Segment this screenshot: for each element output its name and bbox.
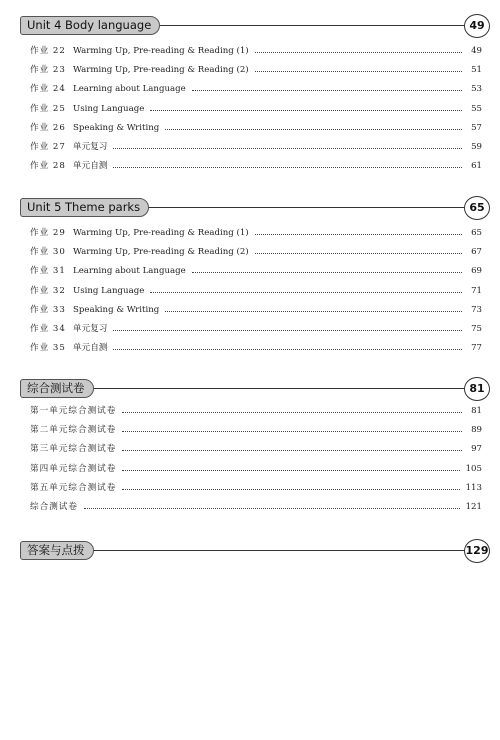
entry-page-number: 121 — [465, 502, 482, 512]
dot-leader — [113, 148, 462, 149]
toc-entry — [30, 81, 482, 97]
entry-page-number: 81 — [471, 406, 482, 416]
toc-entry — [30, 480, 482, 496]
entry-title: Learning about Language — [73, 84, 186, 95]
entry-number: 作业 22 — [30, 46, 66, 56]
entry-page-number: 113 — [465, 482, 482, 493]
header-rule — [92, 550, 466, 551]
entry-page-number: 69 — [471, 266, 482, 277]
entry-title: 第五单元综合测试卷 — [30, 482, 117, 493]
entry-page-number: 51 — [471, 65, 482, 76]
section-header — [0, 539, 500, 565]
entry-page-number: 75 — [471, 324, 482, 334]
dot-leader — [150, 110, 462, 111]
dot-leader — [165, 129, 462, 130]
dot-leader — [192, 272, 462, 273]
entry-page-number: 97 — [471, 444, 482, 455]
dot-leader — [122, 489, 459, 490]
entry-title: 单元自测 — [73, 161, 108, 172]
entry-title: 单元复习 — [73, 142, 108, 152]
dot-leader — [113, 349, 462, 350]
dot-leader — [255, 52, 462, 53]
entry-title: Speaking & Writing — [73, 304, 160, 315]
entry-number: 作业 31 — [30, 266, 66, 277]
entry-title: Using Language — [73, 285, 145, 296]
entry-number: 作业 30 — [30, 247, 66, 258]
dot-leader — [150, 292, 462, 293]
dot-leader — [255, 234, 462, 235]
toc-entry — [30, 62, 482, 78]
entry-page-number: 105 — [465, 463, 482, 474]
toc-entry — [30, 225, 482, 241]
section-header — [0, 377, 500, 403]
entry-title: Warming Up, Pre-reading & Reading (2) — [73, 247, 249, 258]
entry-page-number: 57 — [471, 122, 482, 133]
toc-entry — [30, 441, 482, 457]
section-header — [0, 14, 500, 40]
toc-entry — [30, 302, 482, 318]
section-title-tab: Unit 4 Body language — [20, 16, 160, 35]
entry-title: 单元自测 — [73, 343, 108, 354]
entry-number: 作业 29 — [30, 228, 66, 238]
toc-entry — [30, 43, 482, 59]
section-title-tab: Unit 5 Theme parks — [20, 198, 149, 217]
toc-entry — [30, 422, 482, 438]
toc-entry — [30, 340, 482, 356]
toc-entry — [30, 321, 482, 337]
dot-leader — [113, 330, 462, 331]
entry-number: 作业 28 — [30, 161, 66, 172]
toc-entry — [30, 499, 482, 515]
entry-number: 作业 26 — [30, 122, 66, 133]
dot-leader — [122, 470, 459, 471]
toc-entry — [30, 120, 482, 136]
section-title-tab: 答案与点拨 — [20, 541, 94, 560]
entry-page-number: 77 — [471, 343, 482, 354]
entry-page-number: 73 — [471, 304, 482, 315]
dot-leader — [122, 412, 462, 413]
toc-entry — [30, 244, 482, 260]
toc-entry — [30, 403, 482, 419]
section-page-badge: 65 — [464, 196, 490, 220]
dot-leader — [113, 167, 462, 168]
toc-entry — [30, 101, 482, 117]
toc-entry — [30, 263, 482, 279]
toc-section-unit5 — [0, 196, 500, 354]
section-page-badge: 81 — [464, 377, 490, 401]
toc-section-tests — [0, 377, 500, 512]
entry-page-number: 67 — [471, 247, 482, 258]
toc-entry — [30, 461, 482, 477]
entry-number: 作业 23 — [30, 65, 66, 76]
entry-title: Learning about Language — [73, 266, 186, 277]
entry-page-number: 53 — [471, 84, 482, 95]
dot-leader — [122, 431, 462, 432]
entry-title: 第三单元综合测试卷 — [30, 444, 117, 455]
header-rule — [142, 25, 466, 26]
dot-leader — [192, 90, 462, 91]
entry-page-number: 59 — [471, 142, 482, 152]
dot-leader — [255, 253, 462, 254]
dot-leader — [122, 450, 462, 451]
section-page-badge: 49 — [464, 14, 490, 38]
entry-title: Using Language — [73, 103, 145, 114]
toc-entry — [30, 283, 482, 299]
entry-title: Speaking & Writing — [73, 122, 160, 133]
dot-leader — [255, 71, 462, 72]
section-title-tab: 综合测试卷 — [20, 379, 94, 398]
entry-title: 第二单元综合测试卷 — [30, 425, 117, 436]
entry-title: 单元复习 — [73, 324, 108, 334]
toc-section-answers — [0, 539, 500, 565]
dot-leader — [84, 508, 460, 509]
header-rule — [132, 207, 466, 208]
entry-number: 作业 25 — [30, 103, 66, 114]
toc-entry — [30, 139, 482, 155]
section-header — [0, 196, 500, 222]
entry-number: 作业 24 — [30, 84, 66, 95]
entry-number: 作业 32 — [30, 285, 66, 296]
entry-title: 第四单元综合测试卷 — [30, 463, 117, 474]
toc-entry — [30, 158, 482, 174]
entry-page-number: 65 — [471, 228, 482, 238]
entry-number: 作业 27 — [30, 142, 66, 152]
entry-page-number: 61 — [471, 161, 482, 172]
entry-number: 作业 33 — [30, 304, 66, 315]
entry-title: 综合测试卷 — [30, 502, 78, 512]
toc-section-unit4 — [0, 14, 500, 172]
entry-title: Warming Up, Pre-reading & Reading (1) — [73, 46, 249, 56]
entry-title: Warming Up, Pre-reading & Reading (1) — [73, 228, 249, 238]
entry-number: 作业 34 — [30, 324, 66, 334]
entry-page-number: 55 — [471, 103, 482, 114]
section-page-badge: 129 — [464, 539, 490, 563]
entry-page-number: 49 — [471, 46, 482, 56]
entry-page-number: 89 — [471, 425, 482, 436]
entry-title: Warming Up, Pre-reading & Reading (2) — [73, 65, 249, 76]
header-rule — [92, 388, 466, 389]
entry-number: 作业 35 — [30, 343, 66, 354]
dot-leader — [165, 311, 462, 312]
entry-page-number: 71 — [471, 285, 482, 296]
entry-title: 第一单元综合测试卷 — [30, 406, 117, 416]
